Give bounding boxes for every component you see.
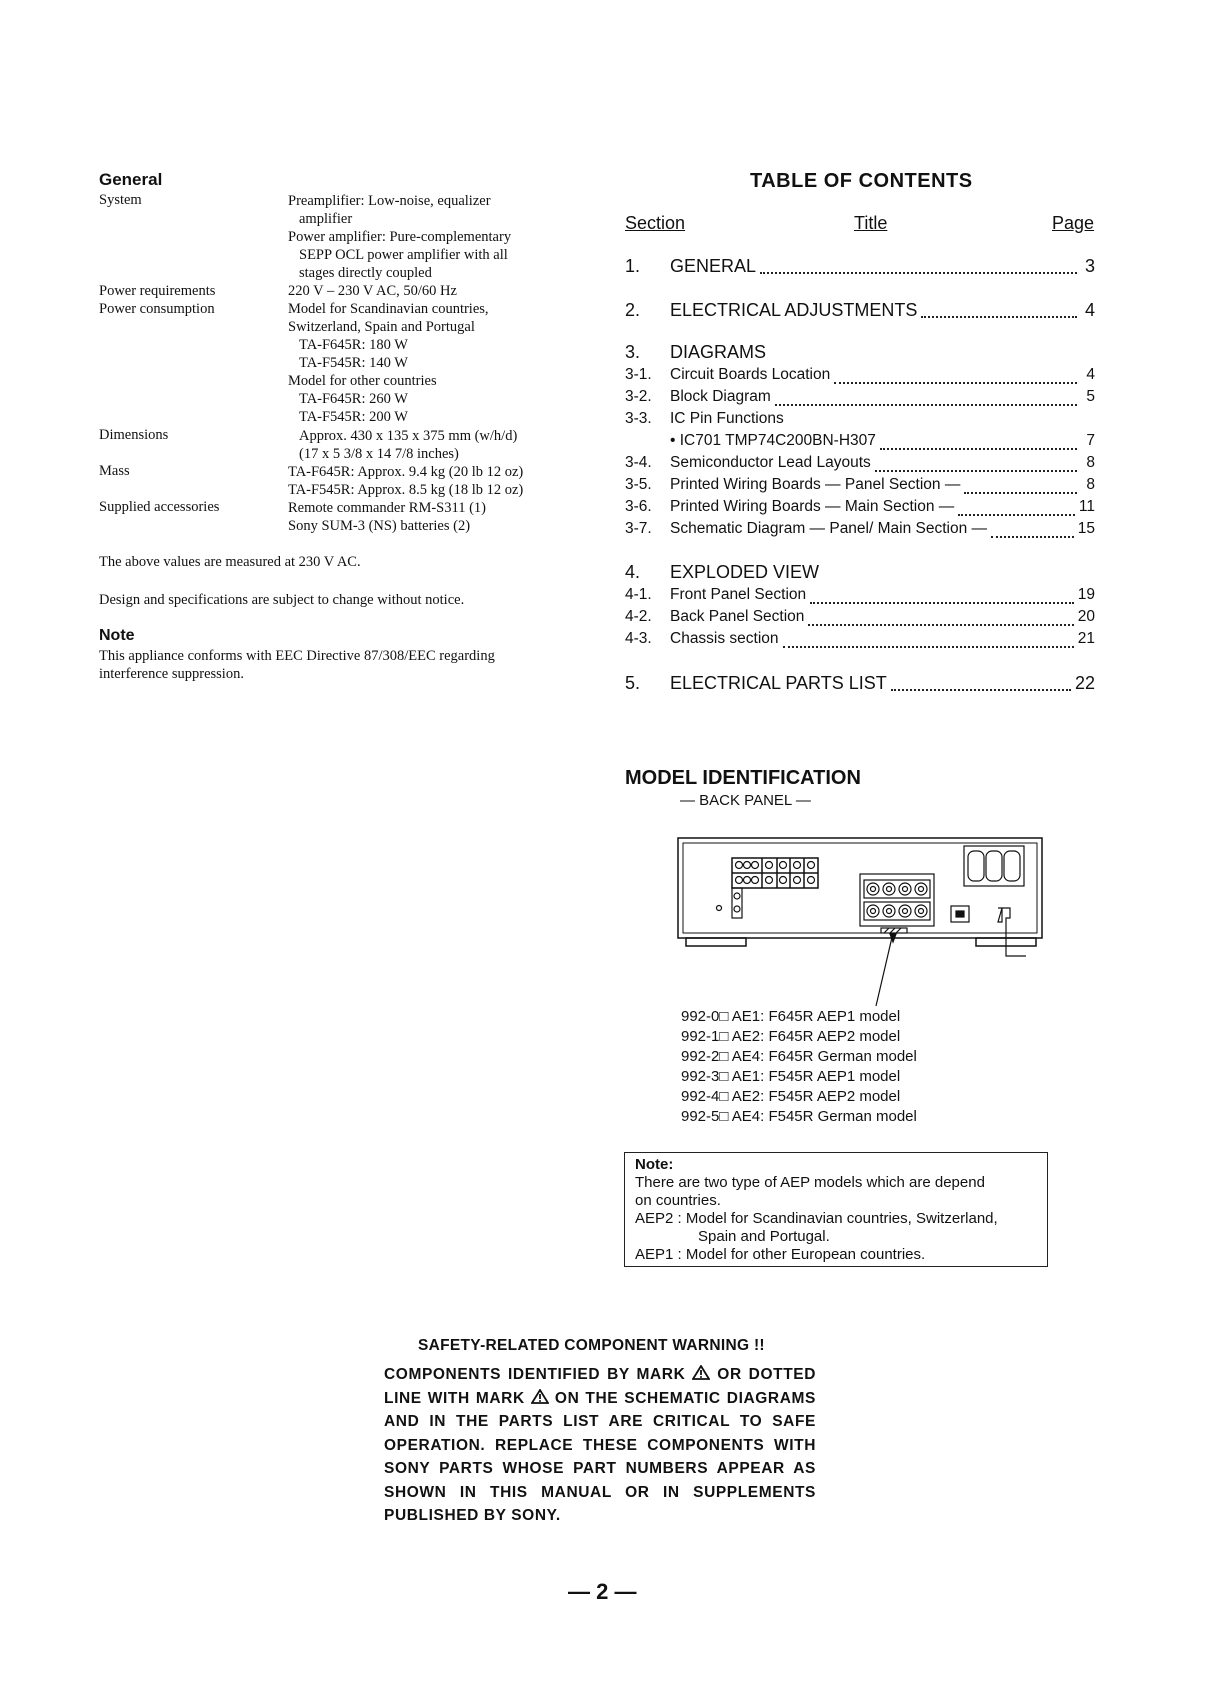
aep-note-line: Spain and Portugal. [698,1228,830,1245]
toc-title-text: Printed Wiring Boards — Panel Section — [670,476,961,493]
safety-text: COMPONENTS IDENTIFIED BY MARK [384,1366,686,1383]
spec-label-mass: Mass [99,463,130,479]
toc-entry[interactable] [625,562,1095,584]
toc-leader [783,646,1074,648]
spec-value-line: Switzerland, Spain and Portugal [288,319,475,335]
toc-title-text: GENERAL [670,256,757,276]
toc-entry[interactable] [625,476,1095,498]
spec-value-line: amplifier [299,211,353,227]
toc-title-text: EXPLODED VIEW [670,562,820,582]
toc-leader [775,404,1077,406]
spec-value-line: TA-F545R: 200 W [299,409,408,425]
safety-warning-body [384,1363,816,1528]
toc-leader [760,272,1077,274]
toc-entry[interactable] [625,673,1095,695]
toc-num: 3-7. [625,520,652,537]
toc-entry[interactable] [625,256,1095,278]
design-note: Design and specifications are subject to change without notice. [99,592,465,608]
toc-leader [875,470,1077,472]
toc-title-text: IC Pin Functions [670,410,784,427]
toc-leader [891,689,1071,691]
toc-num: 3-1. [625,366,652,383]
toc-num: 3-6. [625,498,652,515]
toc-page: 8 [1086,454,1095,471]
toc-entry[interactable] [625,410,1095,432]
toc-page: 8 [1086,476,1095,493]
measured-note: The above values are measured at 230 V AC. [99,554,361,570]
spec-value-line: TA-F645R: 260 W [299,391,408,407]
toc-leader [991,536,1074,538]
spec-label-dimensions: Dimensions [99,427,169,443]
spec-value-line: stages directly coupled [299,265,432,281]
toc-entry[interactable] [625,388,1095,410]
aep-note-line: on countries. [635,1192,721,1209]
toc-entry[interactable] [625,586,1095,608]
toc-title-text: Back Panel Section [670,608,805,625]
spec-label-supplied-accessories: Supplied accessories [99,499,220,515]
aep-note-line: AEP1 : Model for other European countries. [635,1246,926,1263]
aep-note-line: AEP2 : Model for Scandinavian countries, Switzerland, [635,1210,998,1227]
aep-note-heading: Note: [635,1156,674,1173]
toc-page: 5 [1086,388,1095,405]
spec-value-line: (17 x 5 3/8 x 14 7/8 inches) [299,446,459,462]
page-number: — 2 — [568,1579,637,1604]
toc-page: 15 [1077,520,1095,537]
spec-value-line: TA-F645R: Approx. 9.4 kg (20 lb 12 oz) [288,464,524,480]
spec-value-line: SEPP OCL power amplifier with all [299,247,508,263]
toc-leader [921,316,1077,318]
toc-entry[interactable] [625,498,1095,520]
aep-note-box [624,1152,1048,1267]
toc-leader [810,602,1074,604]
aep-note-line: There are two type of AEP models which are depend [635,1174,985,1191]
toc-entry[interactable] [625,630,1095,652]
safety-warning-title: SAFETY-RELATED COMPONENT WARNING !! [418,1337,765,1354]
toc-num: 4-2. [625,608,652,625]
spec-label-system: System [99,192,142,208]
safety-text: ON THE SCHEMATIC DIAGRAMS AND IN THE PARTS LIST ARE CRITICAL TO SAFE OPERATION. REPLACE THESE COMPONENTS WITH SONY PARTS WHOSE PART NUMBERS APPEAR AS SHOWN IN THIS MANUAL OR IN SUPPLEMENTS PUBLISHED BY SONY. [384,1389,816,1524]
note-text-line: This appliance conforms with EEC Directive 87/308/EEC regarding [99,648,495,664]
note-text-line: interference suppression. [99,666,244,682]
toc-page: 19 [1077,586,1095,603]
safety-text: OR DOTTED LINE WITH MARK [384,1366,816,1407]
toc-title-text: ELECTRICAL ADJUSTMENTS [670,300,918,320]
model-line: 992-3□ AE1: F545R AEP1 model [681,1068,901,1085]
note-heading: Note [99,627,135,644]
warning-triangle-icon [692,1365,710,1380]
toc-num: 4-3. [625,630,652,647]
toc-title-text: DIAGRAMS [670,342,767,362]
toc-leader [880,448,1077,450]
spec-value-line: TA-F645R: 180 W [299,337,408,353]
toc-leader [964,492,1077,494]
toc-num: 3-3. [625,410,652,427]
model-line: 992-2□ AE4: F645R German model [681,1048,917,1065]
spec-value-line: Approx. 430 x 135 x 375 mm (w/h/d) [299,428,518,444]
toc-page: 4 [1086,366,1095,383]
toc-title-text: Printed Wiring Boards — Main Section — [670,498,955,515]
toc-col-page: Page [1052,213,1095,233]
toc-title-text: Chassis section [670,630,779,647]
spec-value-line: TA-F545R: 140 W [299,355,408,371]
back-panel-label: — BACK PANEL — [680,792,811,809]
toc-entry[interactable] [625,366,1095,388]
spec-value-line: Preamplifier: Low-noise, equalizer [288,193,491,209]
toc-num: 1. [625,256,641,276]
spec-value-line: TA-F545R: Approx. 8.5 kg (18 lb 12 oz) [288,482,524,498]
toc-page: 21 [1077,630,1095,647]
toc-entry[interactable] [625,454,1095,476]
toc-num: 3-4. [625,454,652,471]
toc-title-text: • IC701 TMP74C200BN-H307 [670,432,876,449]
model-line: 992-4□ AE2: F545R AEP2 model [681,1088,901,1105]
toc-page: 4 [1084,300,1095,320]
toc-title: TABLE OF CONTENTS [750,170,973,192]
toc-title-text: Schematic Diagram — Panel/ Main Section — [670,520,988,537]
spec-value-line: Power amplifier: Pure-complementary [288,229,512,245]
toc-num: 4-1. [625,586,652,603]
toc-entry[interactable] [625,432,1095,454]
toc-num: 3-2. [625,388,652,405]
back-panel-drawing [676,834,1046,1014]
spec-value-line: Model for other countries [288,373,437,389]
toc-leader [834,382,1077,384]
spec-value-line: Sony SUM-3 (NS) batteries (2) [288,518,471,534]
spec-label-power-consumption: Power consumption [99,301,215,317]
model-line: 992-5□ AE4: F545R German model [681,1108,917,1125]
spec-value-line: Remote commander RM-S311 (1) [288,500,486,516]
toc-title-text: Block Diagram [670,388,771,405]
toc-leader [958,514,1075,516]
toc-title-text: Front Panel Section [670,586,807,603]
toc-page: 7 [1086,432,1095,449]
toc-num: 3-5. [625,476,652,493]
toc-num: 4. [625,562,641,582]
toc-num: 2. [625,300,641,320]
toc-col-title: Title [854,213,888,233]
toc-title-text: ELECTRICAL PARTS LIST [670,673,887,693]
toc-num: 3. [625,342,641,362]
toc-page: 20 [1077,608,1095,625]
model-line: 992-0□ AE1: F645R AEP1 model [681,1008,901,1025]
toc-page: 22 [1074,673,1095,693]
toc-entry[interactable] [625,520,1095,542]
toc-page: 11 [1078,498,1095,515]
toc-entry[interactable] [625,608,1095,630]
spec-value-line: Model for Scandinavian countries, [288,301,489,317]
toc-entry[interactable] [625,342,1095,364]
toc-title-text: Circuit Boards Location [670,366,831,383]
toc-col-section: Section [625,213,686,233]
toc-title-text: Semiconductor Lead Layouts [670,454,871,471]
spec-label-power-requirements: Power requirements [99,283,216,299]
spec-value-line: 220 V – 230 V AC, 50/60 Hz [288,283,457,299]
toc-entry[interactable] [625,300,1095,322]
toc-page: 3 [1084,256,1095,276]
general-heading: General [99,170,163,189]
model-line: 992-1□ AE2: F645R AEP2 model [681,1028,901,1045]
model-identification-title: MODEL IDENTIFICATION [625,767,861,789]
warning-triangle-icon [531,1389,549,1404]
toc-num: 5. [625,673,641,693]
toc-leader [808,624,1073,626]
